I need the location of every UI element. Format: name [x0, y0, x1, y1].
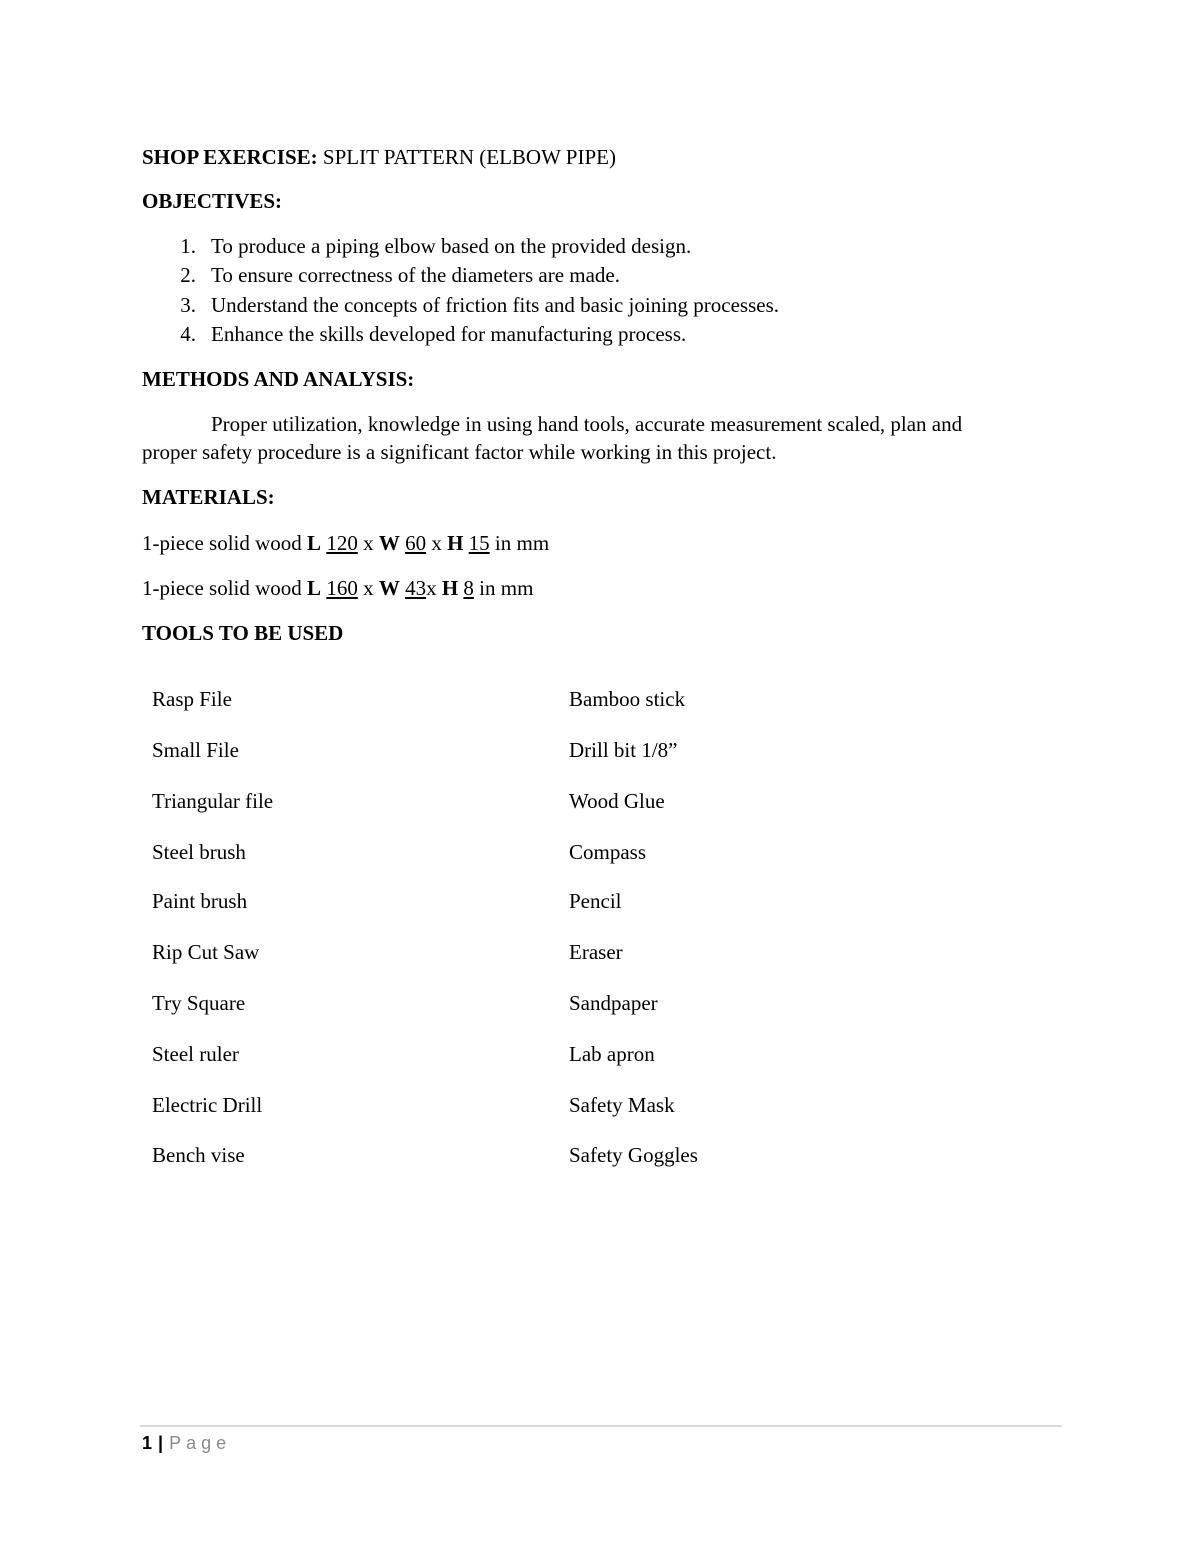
page-footer	[142, 1431, 231, 1455]
tool-item: Try Square	[152, 991, 246, 1015]
length-label: L	[307, 576, 322, 600]
tool-item: Electric Drill	[152, 1093, 263, 1117]
footer-divider	[140, 1425, 1062, 1427]
tool-item: Sandpaper	[569, 991, 658, 1015]
tool-item: Wood Glue	[569, 789, 665, 813]
tool-item: Pencil	[569, 889, 622, 913]
methods-paragraph-line-2: proper safety procedure is a significant factor while working in this project.	[142, 440, 777, 464]
material-item	[142, 576, 533, 600]
tool-item: Rasp File	[152, 687, 232, 711]
exercise-name: SPLIT PATTERN (ELBOW PIPE)	[322, 145, 616, 169]
objective-text: To produce a piping elbow based on the provided design.	[211, 234, 692, 258]
tool-item: Rip Cut Saw	[152, 940, 260, 964]
length-value: 120	[326, 531, 358, 555]
objectives-heading: OBJECTIVES:	[142, 189, 283, 213]
height-value: 8	[463, 576, 474, 600]
unit-text: in mm	[473, 576, 534, 600]
length-value: 160	[326, 576, 358, 600]
objective-number: 3.	[180, 293, 196, 317]
material-item	[142, 531, 549, 555]
tool-item: Bench vise	[152, 1143, 245, 1167]
height-label: H	[441, 576, 459, 600]
tool-item: Lab apron	[569, 1042, 655, 1066]
tools-heading: TOOLS TO BE USED	[142, 621, 344, 645]
objective-number: 4.	[180, 322, 196, 346]
tool-item: Safety Mask	[569, 1093, 675, 1117]
material-desc: 1-piece solid wood	[142, 576, 308, 600]
tool-item: Bamboo stick	[569, 687, 686, 711]
tool-item: Steel ruler	[152, 1042, 239, 1066]
material-desc: 1-piece solid wood	[142, 531, 308, 555]
width-label: W	[378, 531, 400, 555]
tool-item: Drill bit 1/8”	[569, 738, 678, 762]
width-label: W	[378, 576, 400, 600]
objective-text: Enhance the skills developed for manufacturing process.	[211, 322, 687, 346]
footer-separator: |	[158, 1433, 164, 1453]
tool-item: Eraser	[569, 940, 623, 964]
tool-item: Triangular file	[152, 789, 274, 813]
objective-text: To ensure correctness of the diameters are made.	[211, 263, 621, 287]
methods-paragraph-line-1: Proper utilization, knowledge in using hand tools, accurate measurement scaled, plan and	[211, 412, 963, 436]
unit-text: in mm	[489, 531, 550, 555]
page-word: Page	[169, 1433, 232, 1453]
tool-item: Paint brush	[152, 889, 248, 913]
tool-item: Steel brush	[152, 840, 246, 864]
objective-text: Understand the concepts of friction fits and basic joining processes.	[211, 293, 780, 317]
width-value: 60	[405, 531, 427, 555]
materials-heading: MATERIALS:	[142, 485, 275, 509]
exercise-title	[142, 145, 616, 169]
tool-item: Compass	[569, 840, 647, 864]
times-sign: x	[426, 531, 448, 555]
objective-number: 1.	[180, 234, 196, 258]
times-sign: x	[426, 576, 442, 600]
tool-item: Small File	[152, 738, 239, 762]
width-value: 43	[405, 576, 427, 600]
times-sign: x	[357, 576, 379, 600]
length-label: L	[307, 531, 322, 555]
tool-item: Safety Goggles	[569, 1143, 698, 1167]
methods-heading: METHODS AND ANALYSIS:	[142, 367, 415, 391]
height-label: H	[447, 531, 464, 555]
exercise-label: SHOP EXERCISE:	[142, 145, 318, 169]
objective-number: 2.	[180, 263, 196, 287]
page-number: 1	[142, 1433, 153, 1453]
times-sign: x	[357, 531, 379, 555]
height-value: 15	[468, 531, 490, 555]
